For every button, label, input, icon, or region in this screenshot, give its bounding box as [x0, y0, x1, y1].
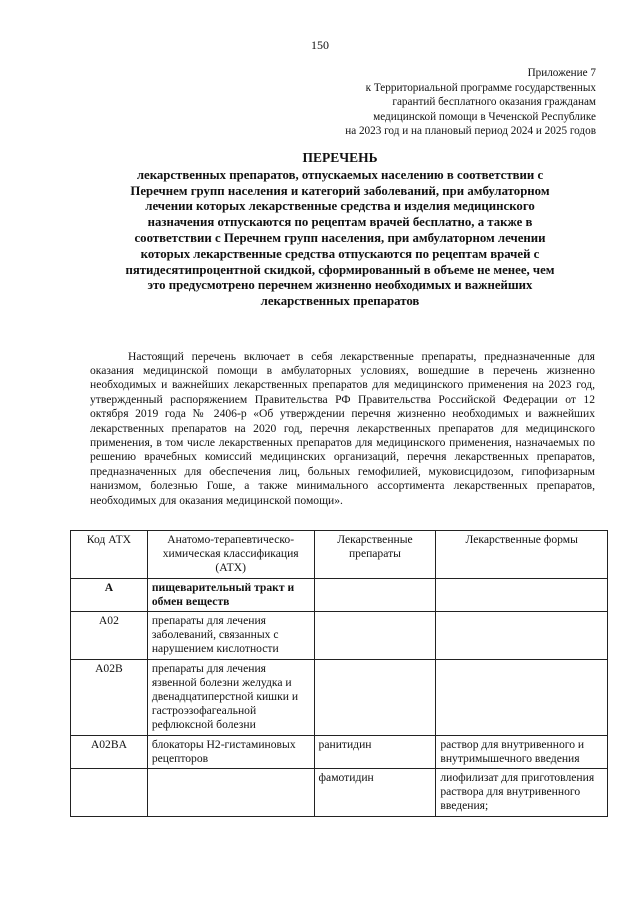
- cell-form: [436, 659, 608, 735]
- page-number: 150: [311, 38, 329, 52]
- title-line: назначения отпускаются по рецептам врачей бесплатно, а также в: [147, 215, 533, 230]
- intro-paragraph: Настоящий перечень включает в себя лекарственные препараты, предназначенные для оказания медицинской помощи в амбулаторных условиях, вошедшие в перечень жизненно необходимых и важнейших лекарственных препаратов для медицинского применения на 2023 год, утвержденный распоряжением Правительства РФ Правительства Российской Федерации от 12 октября 2019 года № 2406-р «Об утверждении перечня жизненно необходимых и важнейших лекарственных препаратов на 2020 год, перечня лекарственных препаратов для медицинского применения, в том числе лекарственных препаратов для медицинского применения, назначаемых по решению врачебных комиссий медицинских организаций, перечня лекарственных препаратов, предназначенных для обеспечения лиц, больных гемофилией, муковисцидозом, гипофизарным нанизмом, болезнью Гоше, а также минимального ассортимента лекарственных препаратов, необходимых для оказания медицинской помощи».: [90, 349, 595, 507]
- title-line: соответствии с Перечнем групп населения, при амбулаторном лечении: [134, 230, 546, 245]
- cell-drug: ранитидин: [314, 735, 436, 768]
- title-line: лечении которых лекарственные средства и изделия медицинского: [145, 199, 535, 214]
- table-row: [71, 769, 608, 817]
- title-line: которых лекарственные средства отпускаются по рецептам врачей с: [140, 246, 540, 261]
- table-row: [71, 612, 608, 660]
- cell-code: A02BA: [71, 735, 148, 768]
- cell-classification: пищеварительный тракт и обмен веществ: [147, 578, 314, 611]
- cell-form: [436, 612, 608, 660]
- appendix-line: медицинской помощи в Чеченской Республике: [373, 110, 596, 123]
- cell-code: [71, 769, 148, 817]
- appendix-note: [276, 66, 596, 139]
- title-line: лекарственных препаратов, отпускаемых населению в соответствии с: [136, 167, 544, 182]
- appendix-line: Приложение 7: [527, 67, 596, 79]
- cell-drug: [314, 612, 436, 660]
- appendix-line: на 2023 год и на плановый период 2024 и 2025 годов: [345, 125, 596, 138]
- cell-form: лиофилизат для приготовления раствора для внутривенного введения;: [436, 769, 608, 817]
- document-title: [80, 150, 600, 310]
- title-heading: ПЕРЕЧЕНЬ: [302, 150, 378, 165]
- cell-classification: препараты для лечения язвенной болезни желудка и двенадцатиперстной кишки и гастроэзофагеальной рефлюксной болезни: [147, 659, 314, 735]
- table-row: [71, 659, 608, 735]
- table-header-row: [71, 531, 608, 579]
- cell-code: А: [71, 578, 148, 611]
- title-line: Перечнем групп населения и категорий заболеваний, при амбулаторном: [130, 183, 550, 198]
- cell-drug: [314, 578, 436, 611]
- cell-classification: блокаторы H2-гистаминовых рецепторов: [147, 735, 314, 768]
- cell-code: A02: [71, 612, 148, 660]
- title-line: пятидесятипроцентной скидкой, сформированный в объеме не менее, чем: [125, 262, 555, 277]
- table-row: [71, 578, 608, 611]
- title-line: лекарственных препаратов: [260, 294, 420, 309]
- cell-code: A02B: [71, 659, 148, 735]
- header-classification: Анатомо-терапевтическо-химическая классификация (АТХ): [147, 531, 314, 579]
- table-row: [71, 735, 608, 768]
- cell-form: [436, 578, 608, 611]
- cell-form: раствор для внутривенного и внутримышечного введения: [436, 735, 608, 768]
- cell-drug: фамотидин: [314, 769, 436, 817]
- appendix-line: к Территориальной программе государственных: [365, 81, 596, 94]
- title-line: это предусмотрено перечнем жизненно необходимых и важнейших: [147, 278, 533, 293]
- header-drugs: Лекарственные препараты: [314, 531, 436, 579]
- appendix-line: гарантий бесплатного оказания гражданам: [392, 96, 596, 109]
- cell-drug: [314, 659, 436, 735]
- cell-classification: препараты для лечения заболеваний, связанных с нарушением кислотности: [147, 612, 314, 660]
- cell-classification: [147, 769, 314, 817]
- atc-table: [70, 530, 608, 817]
- header-code: Код АТХ: [71, 531, 148, 579]
- header-forms: Лекарственные формы: [436, 531, 608, 579]
